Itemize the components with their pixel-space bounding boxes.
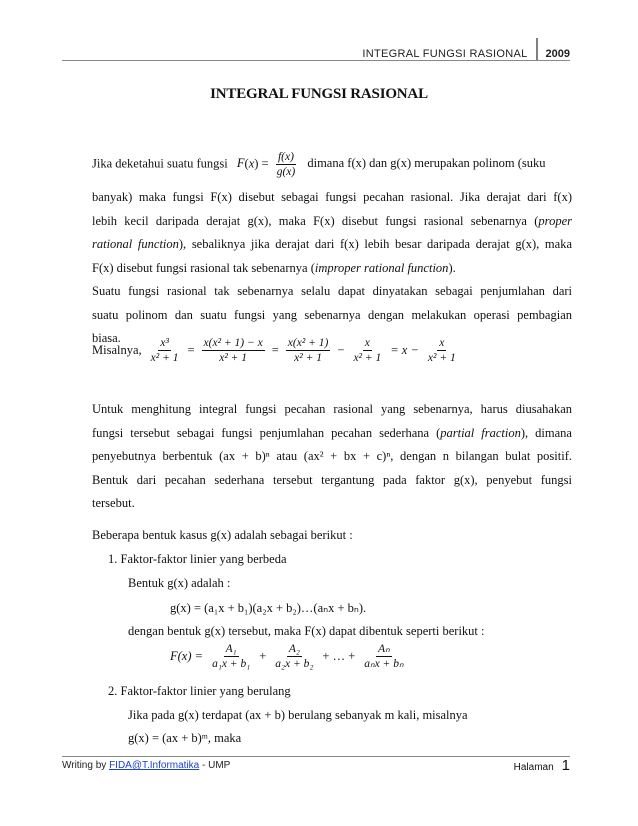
case2-title: 2. Faktor-faktor linier yang berulang	[108, 684, 291, 698]
case2-line1: Jika pada g(x) terdapat (ax + b) berulang sebanyak m kali, misalnya	[128, 708, 468, 722]
header-divider	[62, 60, 570, 61]
case1-title: 1. Faktor-faktor linier yang berbeda	[108, 552, 287, 566]
footer-credit: Writing by FIDA@T.Informatika - UMP	[62, 760, 231, 771]
p1-body: banyak) maka fungsi F(x) disebut sebagai fungsi pecahan rasional. Jika derajat dari f(x) lebih kecil daripada derajat g(x), maka F(x) disebut fungsi rasional sebenarnya (proper rational function), sebaliknya jika derajat dari f(x) lebih besar daripada derajat g(x), maka F(x) disebut fungsi rasional tak sebenarnya (improper rational function).	[92, 190, 572, 275]
header-year: 2009	[545, 48, 570, 60]
footer-divider	[62, 756, 570, 757]
header-title: INTEGRAL FUNGSI RASIONAL	[362, 48, 528, 60]
p1-line1: Jika deketahui suatu fungsi F(x) = $\frac{f(x)}{g(x)}$ dimana f(x) dan g(x) merupakan polinom (suku	[92, 151, 546, 178]
fx-over-gx-fraction: $\frac{f(x)}{g(x)}$	[276, 151, 296, 178]
case1-bentuk: Bentuk g(x) adalah :	[128, 576, 231, 590]
p2-body: Suatu fungsi rasional tak sebenarnya selalu dapat dinyatakan sebagai penjumlahan dari suatu polinom dan suatu fungsi yang sebenarnya dengan melakukan operasi pembagian biasa.	[92, 284, 572, 345]
case1-dengan: dengan bentuk g(x) tersebut, maka F(x) dapat dibentuk seperti berikut :	[128, 624, 485, 638]
case2-line2: g(x) = (ax + b)ᵐ, maka	[128, 731, 242, 745]
author-link[interactable]: FIDA@T.Informatika	[109, 760, 200, 771]
document-title: INTEGRAL FUNGSI RASIONAL	[210, 86, 428, 102]
example-equation: Misalnya, $\frac{\text{x³}}{\text{x² + 1}}$ = $\frac{\text{x(x² + 1) − x}}{\text{x² + 1}}$ = $\frac{\text{x(x² + 1)}}{\text{x² + 1}}$ − $\frac{x}{\text{x² + 1}}$ = x − $\frac{x}{\text{x² + 1}}$	[92, 337, 456, 364]
case1-gx: g(x) = (a₁x + b₁)(a₂x + b₂)…(aₙx + bₙ).	[170, 601, 367, 615]
p3-body: Untuk menghitung integral fungsi pecahan rasional yang sebenarnya, harus diusahakan fungsi tersebut sebagai fungsi penjumlahan pecahan sederhana (partial fraction), dimana penyebutnya berbentuk (ax + b)ⁿ atau (ax² + bx + c)ⁿ, dengan n bilangan bulat positif. Bentuk dari pecahan sederhana tersebut tergantung pada faktor g(x), penyebut fungsi tersebut.	[92, 402, 572, 510]
page-header	[362, 40, 570, 60]
cases-intro: Beberapa bentuk kasus g(x) adalah sebagai berikut :	[92, 528, 353, 542]
case1-formula: F(x) = $\frac{\text{A₁}}{\text{a₁x + b₁}}$ + $\frac{\text{A₂}}{\text{a₂x + b₂}}$ + … + $\frac{\text{Aₙ}}{\text{aₙx + bₙ}}$	[170, 643, 404, 670]
page-number: Halaman 1	[513, 757, 570, 774]
